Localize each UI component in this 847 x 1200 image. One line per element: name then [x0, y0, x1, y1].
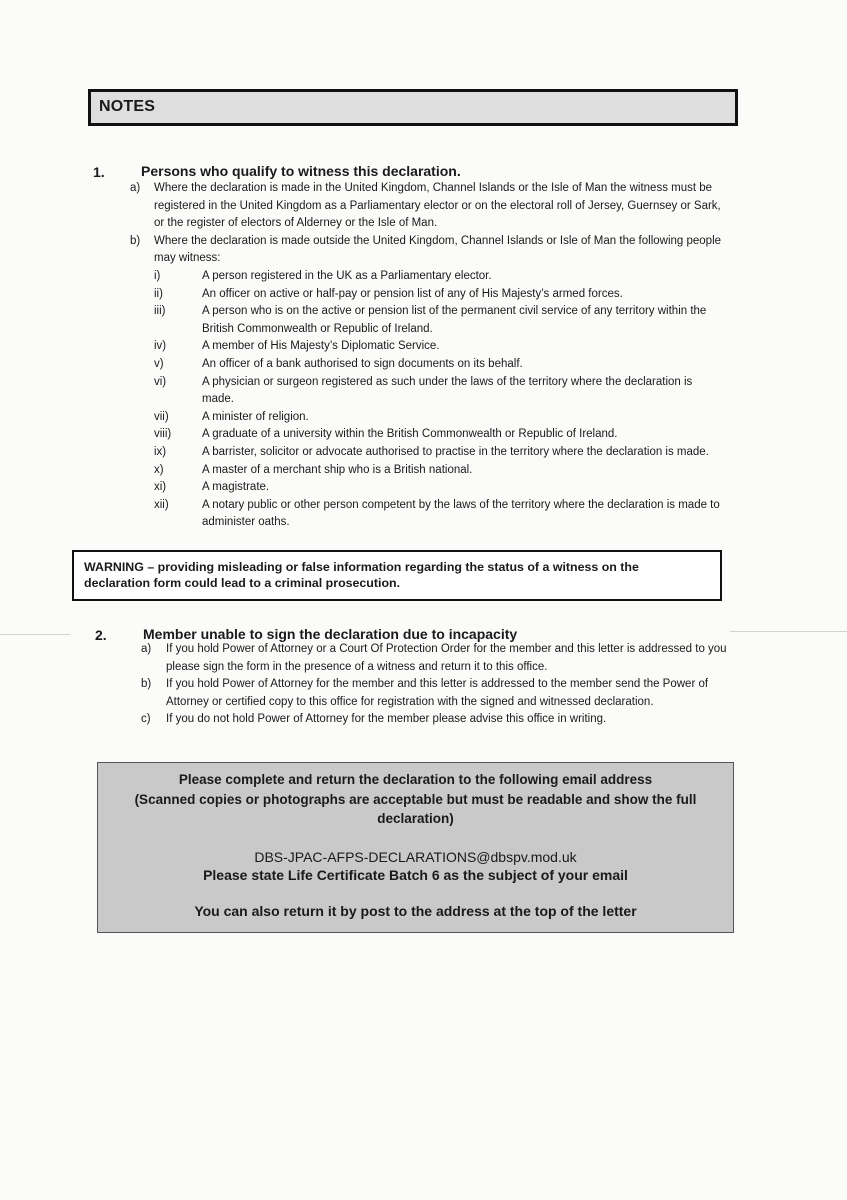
witness-text: A graduate of a university within the British Commonwealth or Republic of Ireland.	[202, 428, 618, 441]
witness-item	[154, 409, 726, 427]
witness-marker: iii)	[154, 305, 166, 318]
witness-list	[154, 268, 726, 532]
list-item-text: Where the declaration is made in the United Kingdom, Channel Islands or the Isle of Man the witness must be registered in the United Kingdom as a Parliamentary elector or on the electoral roll of Jersey, Guernsey or Sark, or the register of electors of Alderney or the Isle of Man.	[154, 182, 721, 230]
warning-box	[72, 550, 722, 601]
return-instruction-line: (Scanned copies or photographs are acceptable but must be readable and show the full	[134, 792, 697, 807]
witness-item	[154, 303, 726, 338]
notes-heading: NOTES	[99, 98, 156, 115]
witness-marker: ii)	[154, 287, 163, 300]
witness-text: A person registered in the UK as a Parliamentary elector.	[202, 270, 492, 282]
list-item	[141, 641, 733, 676]
section-2-number: 2.	[95, 627, 107, 643]
witness-text: A minister of religion.	[202, 410, 309, 423]
witness-text: An officer on active or half-pay or pension list of any of His Majesty’s armed forces.	[202, 287, 623, 300]
return-instruction-line: Please complete and return the declaration to the following email address	[178, 772, 653, 787]
notes-header-box	[88, 89, 738, 126]
witness-text: A magistrate.	[202, 481, 270, 494]
witness-text: A notary public or other person competent by the laws of the territory where the declaration is made to administer oaths.	[202, 498, 720, 529]
witness-text: A barrister, solicitor or advocate authorised to practise in the territory where the declaration is made.	[202, 445, 709, 458]
list-item-text: Where the declaration is made outside the United Kingdom, Channel Islands or Isle of Man the following people may witness:	[154, 234, 722, 265]
witness-text: A master of a merchant ship who is a British national.	[202, 463, 473, 476]
witness-item	[154, 268, 726, 286]
witness-item	[154, 286, 726, 304]
return-email-address: DBS-JPAC-AFPS-DECLARATIONS@dbspv.mod.uk	[254, 849, 577, 865]
list-item	[141, 711, 733, 729]
witness-text: An officer of a bank authorised to sign documents on its behalf.	[202, 357, 523, 370]
witness-item	[154, 497, 726, 532]
list-item	[141, 676, 733, 711]
witness-item	[154, 338, 726, 356]
section-1-title: Persons who qualify to witness this declaration.	[141, 163, 461, 179]
section-1-number: 1.	[93, 164, 105, 180]
witness-marker: viii)	[154, 428, 172, 441]
witness-text: A person who is on the active or pension list of the permanent civil service of any territory within the British Commonwealth or Republic of Ireland.	[202, 305, 707, 335]
witness-item	[154, 462, 726, 480]
witness-marker: x)	[154, 463, 164, 476]
witness-item	[154, 444, 726, 462]
list-marker: a)	[141, 643, 152, 655]
return-instructions-box	[97, 762, 734, 933]
witness-marker: v)	[154, 357, 164, 370]
postal-return-instruction: You can also return it by post to the address at the top of the letter	[194, 903, 637, 919]
witness-item	[154, 479, 726, 497]
list-marker: a)	[130, 182, 141, 194]
paper-fold-line-right	[730, 631, 847, 632]
witness-item	[154, 426, 726, 444]
witness-marker: iv)	[154, 340, 167, 353]
list-marker: b)	[130, 234, 141, 247]
witness-marker: xii)	[154, 498, 169, 511]
list-item	[130, 233, 730, 268]
section-2-list	[141, 641, 733, 729]
list-item-text: If you hold Power of Attorney or a Court Of Protection Order for the member and this letter is addressed to you please sign the form in the presence of a witness and return it to this office.	[166, 643, 727, 673]
witness-item	[154, 374, 726, 409]
list-item-text: If you do not hold Power of Attorney for the member please advise this office in writing.	[166, 713, 607, 726]
list-marker: c)	[141, 713, 151, 726]
warning-text: WARNING – providing misleading or false information regarding the status of a witness on the declaration form could lead to a criminal prosecution.	[84, 560, 639, 590]
witness-marker: vi)	[154, 375, 167, 388]
witness-marker: xi)	[154, 481, 167, 494]
list-marker: b)	[141, 678, 152, 691]
section-1-list	[130, 180, 730, 268]
email-subject-instruction: Please state Life Certificate Batch 6 as the subject of your email	[203, 867, 628, 883]
return-instruction-line: declaration)	[377, 811, 454, 826]
paper-fold-line-left	[0, 634, 70, 635]
witness-marker: vii)	[154, 410, 169, 423]
witness-marker: ix)	[154, 445, 167, 458]
list-item	[130, 180, 730, 233]
section-2-title: Member unable to sign the declaration due to incapacity	[143, 626, 518, 642]
witness-text: A member of His Majesty’s Diplomatic Service.	[202, 340, 440, 353]
witness-marker: i)	[154, 270, 161, 282]
witness-text: A physician or surgeon registered as such under the laws of the territory where the declaration is made.	[202, 375, 693, 406]
witness-item	[154, 356, 726, 374]
list-item-text: If you hold Power of Attorney for the member and this letter is addressed to the member send the Power of Attorney or certified copy to this office for registration with the signed and witnessed declaration.	[166, 678, 709, 708]
